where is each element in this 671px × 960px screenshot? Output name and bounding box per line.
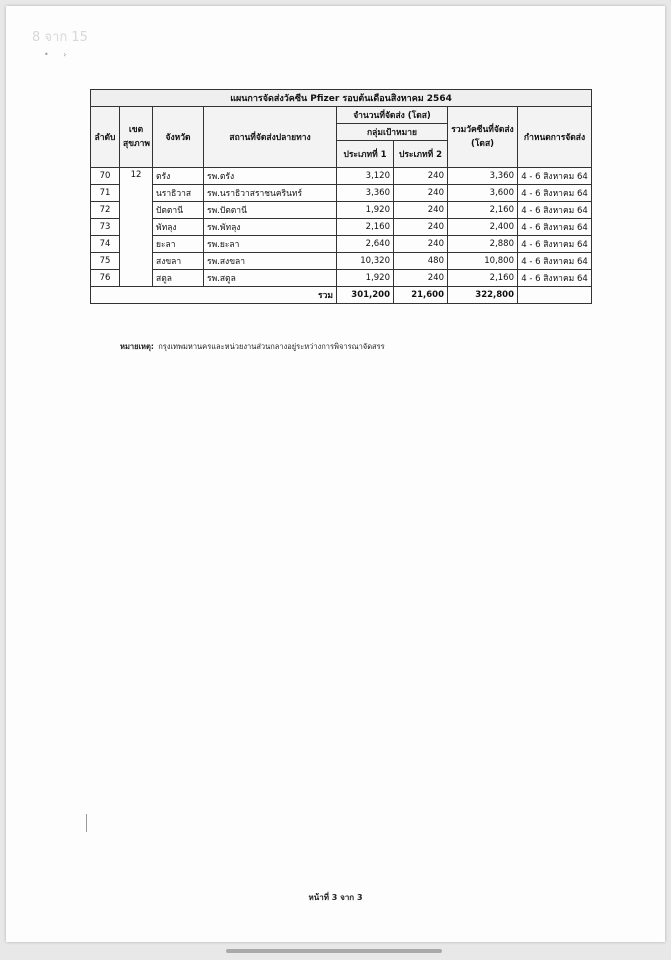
cell-seq: 75 <box>91 253 120 270</box>
cell-type2: 480 <box>394 253 448 270</box>
cell-type1: 3,360 <box>337 185 394 202</box>
cell-destination: รพ.นราธิวาสราชนครินทร์ <box>204 185 337 202</box>
cell-schedule: 4 - 6 สิงหาคม 64 <box>518 253 592 270</box>
cell-type2: 240 <box>394 270 448 287</box>
cell-total: 3,600 <box>448 185 518 202</box>
page-dots: • › <box>44 50 73 59</box>
cell-province: ตรัง <box>153 168 204 185</box>
footnote <box>120 341 385 353</box>
cell-type2: 240 <box>394 168 448 185</box>
table-row <box>91 168 592 185</box>
cell-health-zone: 12 <box>120 168 153 287</box>
header-health-zone: เขตสุขภาพ <box>120 107 153 168</box>
footnote-text: กรุงเทพมหานครและหน่วยงานส่วนกลางอยู่ระหว่างการพิจารณาจัดสรร <box>158 342 385 351</box>
cell-seq: 70 <box>91 168 120 185</box>
cell-destination: รพ.ตรัง <box>204 168 337 185</box>
cell-seq: 74 <box>91 236 120 253</box>
cell-total: 3,360 <box>448 168 518 185</box>
header-destination: สถานที่จัดส่งปลายทาง <box>204 107 337 168</box>
header-doses: จำนวนที่จัดส่ง (โดส) <box>337 107 448 124</box>
cell-type1: 1,920 <box>337 202 394 219</box>
cell-schedule: 4 - 6 สิงหาคม 64 <box>518 270 592 287</box>
cell-total: 2,160 <box>448 202 518 219</box>
cell-province: พัทลุง <box>153 219 204 236</box>
table-row <box>91 236 592 253</box>
cell-destination: รพ.ปัตตานี <box>204 202 337 219</box>
margin-mark <box>86 814 87 832</box>
cell-province: นราธิวาส <box>153 185 204 202</box>
header-type1: ประเภทที่ 1 <box>337 141 394 168</box>
cell-type1: 10,320 <box>337 253 394 270</box>
header-seq: ลำดับ <box>91 107 120 168</box>
cell-total: 2,160 <box>448 270 518 287</box>
page-counter: 8 จาก 15 <box>32 30 88 45</box>
table-row <box>91 202 592 219</box>
cell-province: สงขลา <box>153 253 204 270</box>
table-row <box>91 270 592 287</box>
cell-total: 2,400 <box>448 219 518 236</box>
header-type2: ประเภทที่ 2 <box>394 141 448 168</box>
total-type1: 301,200 <box>337 287 394 304</box>
vaccine-distribution-table <box>90 89 592 304</box>
table-row <box>91 219 592 236</box>
header-schedule: กำหนดการจัดส่ง <box>518 107 592 168</box>
cell-province: ยะลา <box>153 236 204 253</box>
header-province: จังหวัด <box>153 107 204 168</box>
header-total-vaccine: รวมวัคซีนที่จัดส่ง (โดส) <box>448 107 518 168</box>
table-row <box>91 185 592 202</box>
cell-type1: 2,160 <box>337 219 394 236</box>
cell-type2: 240 <box>394 202 448 219</box>
cell-province: ปัตตานี <box>153 202 204 219</box>
total-label: รวม <box>91 287 337 304</box>
footnote-label: หมายเหตุ: <box>120 342 154 351</box>
cell-type2: 240 <box>394 185 448 202</box>
cell-seq: 73 <box>91 219 120 236</box>
header-target-group: กลุ่มเป้าหมาย <box>337 124 448 141</box>
cell-destination: รพ.พัทลุง <box>204 219 337 236</box>
total-type2: 21,600 <box>394 287 448 304</box>
cell-schedule: 4 - 6 สิงหาคม 64 <box>518 219 592 236</box>
page-footer: หน้าที่ 3 จาก 3 <box>308 893 363 902</box>
cell-type1: 1,920 <box>337 270 394 287</box>
cell-schedule: 4 - 6 สิงหาคม 64 <box>518 236 592 253</box>
total-vaccine: 322,800 <box>448 287 518 304</box>
document-page <box>6 6 665 942</box>
cell-type2: 240 <box>394 236 448 253</box>
cell-province: สตูล <box>153 270 204 287</box>
cell-type1: 3,120 <box>337 168 394 185</box>
total-row <box>91 287 592 304</box>
cell-seq: 76 <box>91 270 120 287</box>
cell-total: 10,800 <box>448 253 518 270</box>
cell-type1: 2,640 <box>337 236 394 253</box>
cell-seq: 72 <box>91 202 120 219</box>
cell-destination: รพ.สงขลา <box>204 253 337 270</box>
cell-schedule: 4 - 6 สิงหาคม 64 <box>518 185 592 202</box>
cell-seq: 71 <box>91 185 120 202</box>
table-row <box>91 253 592 270</box>
cell-destination: รพ.ยะลา <box>204 236 337 253</box>
horizontal-scrollbar[interactable] <box>226 949 442 953</box>
total-schedule-empty <box>518 287 592 304</box>
cell-schedule: 4 - 6 สิงหาคม 64 <box>518 202 592 219</box>
cell-schedule: 4 - 6 สิงหาคม 64 <box>518 168 592 185</box>
cell-type2: 240 <box>394 219 448 236</box>
cell-total: 2,880 <box>448 236 518 253</box>
table-title: แผนการจัดส่งวัคซีน Pfizer รอบต้นเดือนสิงหาคม 2564 <box>91 90 592 107</box>
cell-destination: รพ.สตูล <box>204 270 337 287</box>
